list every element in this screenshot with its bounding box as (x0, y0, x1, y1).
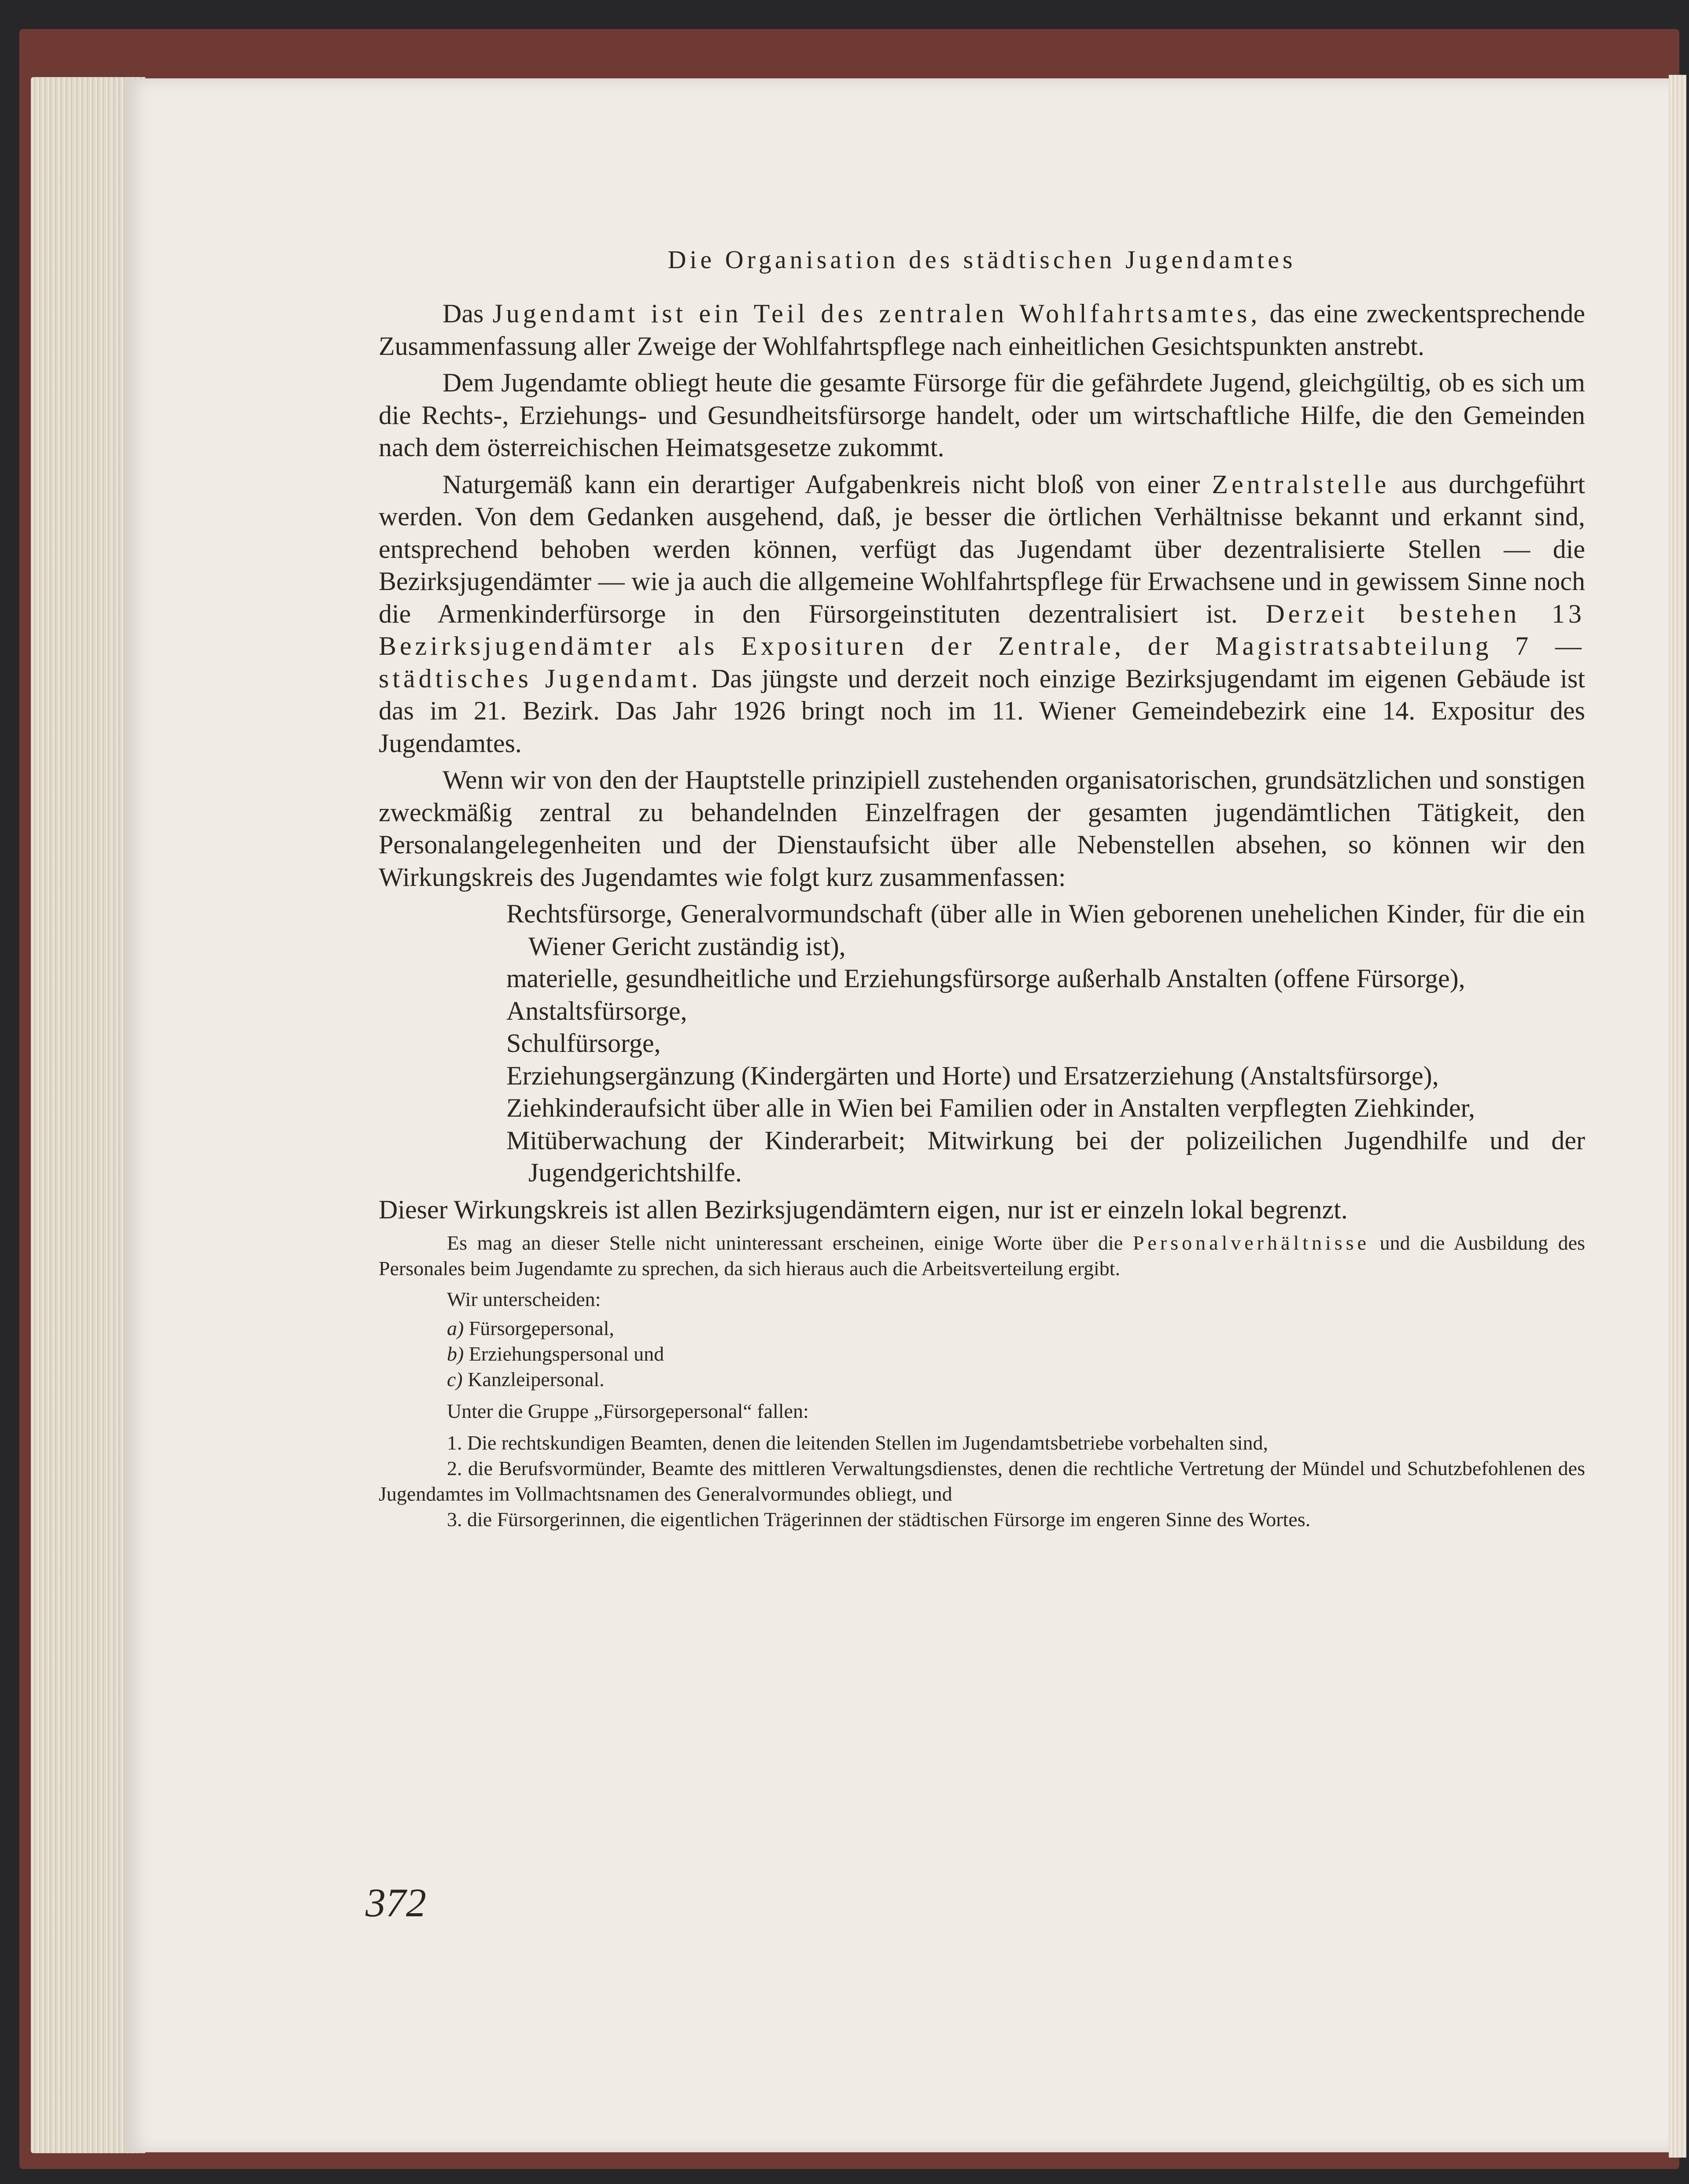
staff-letter: a) (447, 1317, 464, 1339)
p1-spaced: Jugendamt ist ein Teil des zentralen Wohlfahrtsamtes, (492, 299, 1261, 328)
group-1: 1. Die rechtskundigen Beamten, denen die leitenden Stellen im Jugendamtsbetriebe vorbehalten sind, (447, 1431, 1269, 1454)
p3-a: Naturgemäß kann ein derartiger Aufgabenkreis nicht bloß von einer (443, 469, 1212, 499)
list-item (447, 1367, 1585, 1392)
small1-c: und die Ausbildung des Personales beim Jugendamte zu sprechen, da sich hieraus auch die Arbeitsverteilung ergibt. (379, 1232, 1585, 1280)
paragraph-1 (379, 298, 1585, 362)
paragraph-5: Dieser Wirkungskreis ist allen Bezirksjugendämtern eigen, nur ist er einzeln lokal begrenzt. (379, 1195, 1348, 1224)
staff-text: Erziehungspersonal und (468, 1343, 664, 1365)
small1-b: Personalverhältnisse (1132, 1232, 1370, 1254)
list-item: Mitüberwachung der Kinderarbeit; Mitwirkung bei der polizeilichen Jugendhilfe und der Jugendgerichtshilfe. (506, 1125, 1585, 1187)
staff-text: Kanzleipersonal. (468, 1368, 605, 1391)
small-paragraph-3: Unter die Gruppe „Fürsorgepersonal“ fallen: (447, 1400, 809, 1422)
list-item: Erziehungsergänzung (Kindergärten und Horte) und Ersatzerziehung (Anstaltsfürsorge), (506, 1061, 1439, 1090)
responsibility-list (379, 898, 1585, 1189)
list-item: materielle, gesundheitliche und Erziehungsfürsorge außerhalb Anstalten (offene Fürsorge), (506, 964, 1465, 993)
list-item: Rechtsfürsorge, Generalvormundschaft (über alle in Wien geborenen unehelichen Kinder, für die ein Wiener Gericht zuständig ist), (506, 899, 1585, 961)
p3-d: Derzeit bestehen 13 Bezirksjugendämter als Exposituren der Zentrale, der Magistratsabteilung 7 — städtisches Jugendamt. (379, 599, 1585, 693)
small1-a: Es mag an dieser Stelle nicht uninteressant erscheinen, einige Worte über die (447, 1232, 1133, 1254)
list-item (447, 1316, 1585, 1341)
staff-list (379, 1316, 1585, 1392)
p1-lead: Das (443, 299, 493, 328)
small-paragraph-2: Wir unterscheiden: (447, 1288, 601, 1310)
group-2: 2. die Berufsvormünder, Beamte des mittleren Verwaltungsdienstes, denen die rechtliche Vertretung der Mündel und Schutzbefohlenen des Jugendamtes im Vollmachtsnamen des Generalvormundes obliegt, und (379, 1457, 1585, 1505)
paragraph-4: Wenn wir von den der Hauptstelle prinzipiell zustehenden organisatorischen, grundsätzlichen und sonstigen zweckmäßig zentral zu behandelnden Einzelfragen der gesamten jugendämtlichen Tätigkeit, den Personalangelegenheiten und der Dienstaufsicht über alle Nebenstellen absehen, so können wir den Wirkungskreis des Jugendamtes wie folgt kurz zusammenfassen: (379, 765, 1585, 892)
staff-letter: c) (447, 1368, 463, 1391)
page-stack-right (1669, 75, 1686, 2158)
page-text (379, 242, 1585, 1538)
staff-letter: b) (447, 1343, 464, 1365)
group-3: 3. die Fürsorgerinnen, die eigentlichen Trägerinnen der städtischen Fürsorge im engeren Sinne des Wortes. (447, 1508, 1311, 1531)
list-item (447, 1341, 1585, 1367)
p3-c: aus durchgeführt werden. Von dem Gedanken ausgehend, daß, je besser die örtlichen Verhältnisse bekannt und erkannt sind, entsprechend behoben werden können, verfügt das Jugendamt über dezentralisierte Stellen — die Bezirksjugendämter — wie ja auch die allgemeine Wohlfahrtspflege für Erwachsene und in gewissem Sinne noch die Armenkinderfürsorge in den Fürsorgeinstituten dezentralisiert ist. (379, 469, 1586, 628)
list-item: Anstaltsfürsorge, (506, 996, 687, 1026)
p1-rest: das eine zweckentsprechende Zusammenfassung aller Zweige der Wohlfahrtspflege nach einheitlichen Gesichtspunkten anstrebt. (379, 299, 1586, 361)
paragraph-3 (379, 469, 1585, 760)
paragraph-2: Dem Jugendamte obliegt heute die gesamte Fürsorge für die gefährdete Jugend, gleichgültig, ob es sich um die Rechts-, Erziehungs- und Gesundheitsfürsorge handelt, oder um wirtschaftliche Hilfe, die den Gemeinden nach dem österreichischen Heimatsgesetze zukommt. (379, 368, 1585, 462)
staff-text: Fürsorgepersonal, (468, 1317, 614, 1339)
p3-b: Zentralstelle (1212, 469, 1390, 499)
list-item: Ziehkinderaufsicht über alle in Wien bei Familien oder in Anstalten verpflegten Ziehkinder, (506, 1093, 1475, 1122)
p3-e: Das jüngste und derzeit noch einzige Bezirksjugendamt im eigenen Gebäude ist das im 21. Bezirk. Das Jahr 1926 bringt noch im 11. Wiener Gemeindebezirk eine 14. Expositur des Jugendamtes. (379, 664, 1585, 758)
page-number: 372 (365, 1880, 426, 1925)
page-title: Die Organisation des städtischen Jugendamtes (667, 245, 1296, 274)
list-item: Schulfürsorge, (506, 1029, 661, 1058)
small-paragraph-1 (379, 1230, 1585, 1281)
